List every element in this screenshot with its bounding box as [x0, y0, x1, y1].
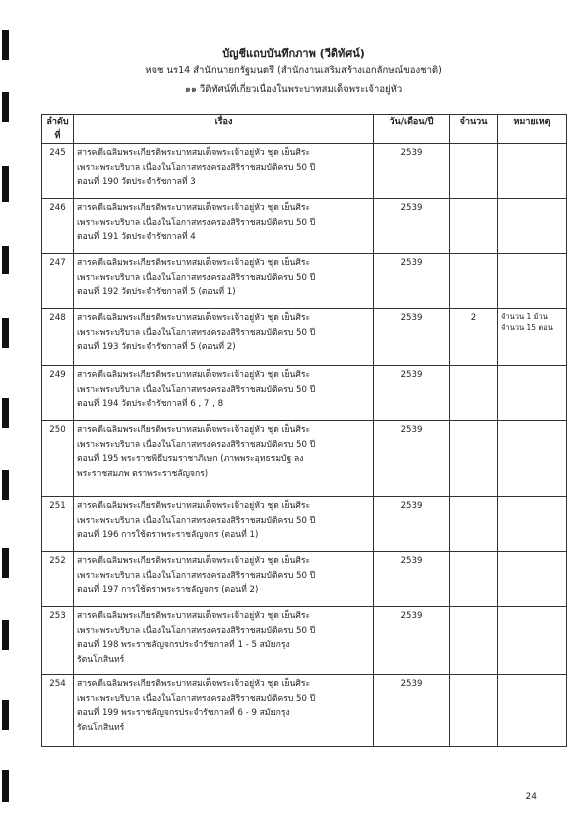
- title-line: ตอนที่ 191 วัดประจำรัชกาลที่ 4: [77, 232, 196, 242]
- row-number: 246: [42, 199, 74, 254]
- col-header-story: เรื่อง: [74, 115, 374, 144]
- title-line: เพราะพระบริบาล เนื่องในโอกาสทรงครองสิริราชสมบัติครบ 50 ปี: [77, 625, 316, 636]
- title-line: ตอนที่ 195 พระราชพิธีบรมราชาภิเษก (ภาพพระอุทธรมบัฐ ลง: [77, 454, 304, 464]
- row-title: [74, 421, 374, 497]
- title-line: รัตนโกสินทร์: [77, 722, 125, 733]
- row-date: 2539: [374, 254, 450, 309]
- title-line: สารคดีเฉลิมพระเกียรติพระบาทสมเด็จพระเจ้าอยู่หัว ชุด เย็นศิระ: [77, 501, 311, 511]
- row-date: 2539: [374, 199, 450, 254]
- title-line: ตอนที่ 192 วัดประจำรัชกาลที่ 5 (ตอนที่ 1): [77, 287, 236, 297]
- row-date: 2539: [374, 675, 450, 747]
- title-line: เพราะพระบริบาล เนื่องในโอกาสทรงครองสิริราชสมบัติครบ 50 ปี: [77, 162, 316, 173]
- row-title: [74, 675, 374, 747]
- table-row: [42, 421, 567, 497]
- col-header-note: หมายเหตุ: [498, 115, 567, 144]
- title-line: สารคดีเฉลิมพระเกียรติพระบาทสมเด็จพระเจ้าอยู่หัว ชุด เย็นศิระ: [77, 203, 311, 213]
- row-quantity: [450, 675, 498, 747]
- title-line: สารคดีเฉลิมพระเกียรติพระบาทสมเด็จพระเจ้าอยู่หัว ชุด เย็นศิระ: [77, 370, 311, 380]
- title-line: สารคดีเฉลิมพระเกียรติพระบาทสมเด็จพระเจ้าอยู่หัว ชุด เย็นศิระ: [77, 679, 311, 689]
- title-line: ตอนที่ 197 การใช้ตราพระราชลัญจกร (ตอนที่ 2): [77, 585, 259, 595]
- row-note: [498, 309, 567, 366]
- row-quantity: [450, 366, 498, 421]
- row-number: 248: [42, 309, 74, 366]
- row-date: 2539: [374, 366, 450, 421]
- title-line: เพราะพระบริบาล เนื่องในโอกาสทรงครองสิริราชสมบัติครบ 50 ปี: [77, 515, 316, 526]
- row-date: 2539: [374, 144, 450, 199]
- row-title: [74, 607, 374, 675]
- row-note: [498, 366, 567, 421]
- title-line: สารคดีเฉลิมพระเกียรติพระบาทสมเด็จพระเจ้าอยู่หัว ชุด เย็นศิระ: [77, 313, 311, 323]
- title-line: สารคดีเฉลิมพระเกียรติพระบาทสมเด็จพระเจ้าอยู่หัว ชุด เย็นศิระ: [77, 425, 311, 435]
- title-line: ตอนที่ 190 วัดประจำรัชกาลที่ 3: [77, 177, 196, 187]
- section-heading: ๑๑ วีดิทัศน์ที่เกี่ยวเนื่องในพระบาทสมเด็จพระเจ้าอยู่หัว: [184, 84, 403, 95]
- row-quantity: [450, 144, 498, 199]
- title-line: ตอนที่ 199 พระราชลัญจกรประจำรัชกาลที่ 6 - 9 สมัยกรุง: [77, 708, 290, 718]
- page-number: 24: [525, 792, 537, 802]
- note-line: จำนวน 1 ม้วน: [501, 312, 548, 321]
- table-row: [42, 607, 567, 675]
- margin-mark: [2, 470, 9, 500]
- row-note: [498, 421, 567, 497]
- row-date: 2539: [374, 421, 450, 497]
- row-date: 2539: [374, 552, 450, 607]
- row-number: 254: [42, 675, 74, 747]
- title-line: เพราะพระบริบาล เนื่องในโอกาสทรงครองสิริราชสมบัติครบ 50 ปี: [77, 439, 316, 450]
- row-quantity: [450, 497, 498, 552]
- row-quantity: 2: [450, 309, 498, 366]
- table-row: [42, 497, 567, 552]
- title-line: ตอนที่ 194 วัดประจำรัชกาลที่ 6 , 7 , 8: [77, 399, 224, 409]
- row-quantity: [450, 607, 498, 675]
- row-number: 251: [42, 497, 74, 552]
- title-line: เพราะพระบริบาล เนื่องในโอกาสทรงครองสิริราชสมบัติครบ 50 ปี: [77, 217, 316, 228]
- table-header-row: [42, 115, 567, 144]
- margin-mark: [2, 318, 9, 348]
- margin-mark: [2, 548, 9, 578]
- row-note: [498, 254, 567, 309]
- title-line: สารคดีเฉลิมพระเกียรติพระบาทสมเด็จพระเจ้าอยู่หัว ชุด เย็นศิระ: [77, 258, 311, 268]
- row-number: 249: [42, 366, 74, 421]
- table-row: [42, 309, 567, 366]
- row-title: [74, 497, 374, 552]
- row-quantity: [450, 421, 498, 497]
- table-row: [42, 199, 567, 254]
- col-header-no: ลำดับที่: [42, 115, 74, 144]
- table-row: [42, 366, 567, 421]
- row-title: [74, 309, 374, 366]
- note-line: จำนวน 15 ตอน: [501, 323, 553, 332]
- row-note: [498, 552, 567, 607]
- title-line: เพราะพระบริบาล เนื่องในโอกาสทรงครองสิริราชสมบัติครบ 50 ปี: [77, 570, 316, 581]
- title-line: รัตนโกสินทร์: [77, 654, 125, 665]
- table-row: [42, 552, 567, 607]
- row-title: [74, 254, 374, 309]
- row-number: 253: [42, 607, 74, 675]
- row-number: 245: [42, 144, 74, 199]
- row-note: [498, 607, 567, 675]
- table-row: [42, 254, 567, 309]
- margin-mark: [2, 770, 9, 802]
- row-note: [498, 675, 567, 747]
- table-row: [42, 675, 567, 747]
- margin-mark: [2, 398, 9, 428]
- col-header-date: วัน/เดือน/ปี: [374, 115, 450, 144]
- row-note: [498, 497, 567, 552]
- col-header-qty: จำนวน: [450, 115, 498, 144]
- title-line: เพราะพระบริบาล เนื่องในโอกาสทรงครองสิริราชสมบัติครบ 50 ปี: [77, 327, 316, 338]
- row-title: [74, 366, 374, 421]
- row-note: [498, 199, 567, 254]
- margin-mark: [2, 700, 9, 730]
- row-date: 2539: [374, 309, 450, 366]
- title-line: ตอนที่ 196 การใช้ตราพระราชลัญจกร (ตอนที่ 1): [77, 530, 259, 540]
- document-subtitle: หจช นร14 สำนักนายกรัฐมนตรี (สำนักงานเสริมสร้างเอกลักษณ์ของชาติ): [145, 65, 442, 76]
- title-line: เพราะพระบริบาล เนื่องในโอกาสทรงครองสิริราชสมบัติครบ 50 ปี: [77, 384, 316, 395]
- title-line: เพราะพระบริบาล เนื่องในโอกาสทรงครองสิริราชสมบัติครบ 50 ปี: [77, 693, 316, 704]
- row-quantity: [450, 254, 498, 309]
- margin-mark: [2, 620, 9, 650]
- row-title: [74, 552, 374, 607]
- margin-mark: [2, 166, 9, 202]
- row-title: [74, 144, 374, 199]
- margin-mark: [2, 246, 9, 274]
- row-quantity: [450, 552, 498, 607]
- title-line: สารคดีเฉลิมพระเกียรติพระบาทสมเด็จพระเจ้าอยู่หัว ชุด เย็นศิระ: [77, 148, 311, 158]
- title-line: เพราะพระบริบาล เนื่องในโอกาสทรงครองสิริราชสมบัติครบ 50 ปี: [77, 272, 316, 283]
- row-number: 250: [42, 421, 74, 497]
- title-line: ตอนที่ 193 วัดประจำรัชกาลที่ 5 (ตอนที่ 2): [77, 342, 236, 352]
- row-date: 2539: [374, 497, 450, 552]
- row-title: [74, 199, 374, 254]
- title-line: พระราชสมภพ ตราพระราชลัญจกร): [77, 468, 209, 479]
- document-title: บัญชีแถบบันทึกภาพ (วีดิทัศน์): [222, 47, 365, 60]
- row-number: 252: [42, 552, 74, 607]
- catalog-table: [41, 114, 567, 747]
- title-line: สารคดีเฉลิมพระเกียรติพระบาทสมเด็จพระเจ้าอยู่หัว ชุด เย็นศิระ: [77, 611, 311, 621]
- title-line: สารคดีเฉลิมพระเกียรติพระบาทสมเด็จพระเจ้าอยู่หัว ชุด เย็นศิระ: [77, 556, 311, 566]
- row-note: [498, 144, 567, 199]
- row-quantity: [450, 199, 498, 254]
- title-line: ตอนที่ 198 พระราชลัญจกรประจำรัชกาลที่ 1 - 5 สมัยกรุง: [77, 640, 290, 650]
- row-date: 2539: [374, 607, 450, 675]
- table-row: [42, 144, 567, 199]
- row-number: 247: [42, 254, 74, 309]
